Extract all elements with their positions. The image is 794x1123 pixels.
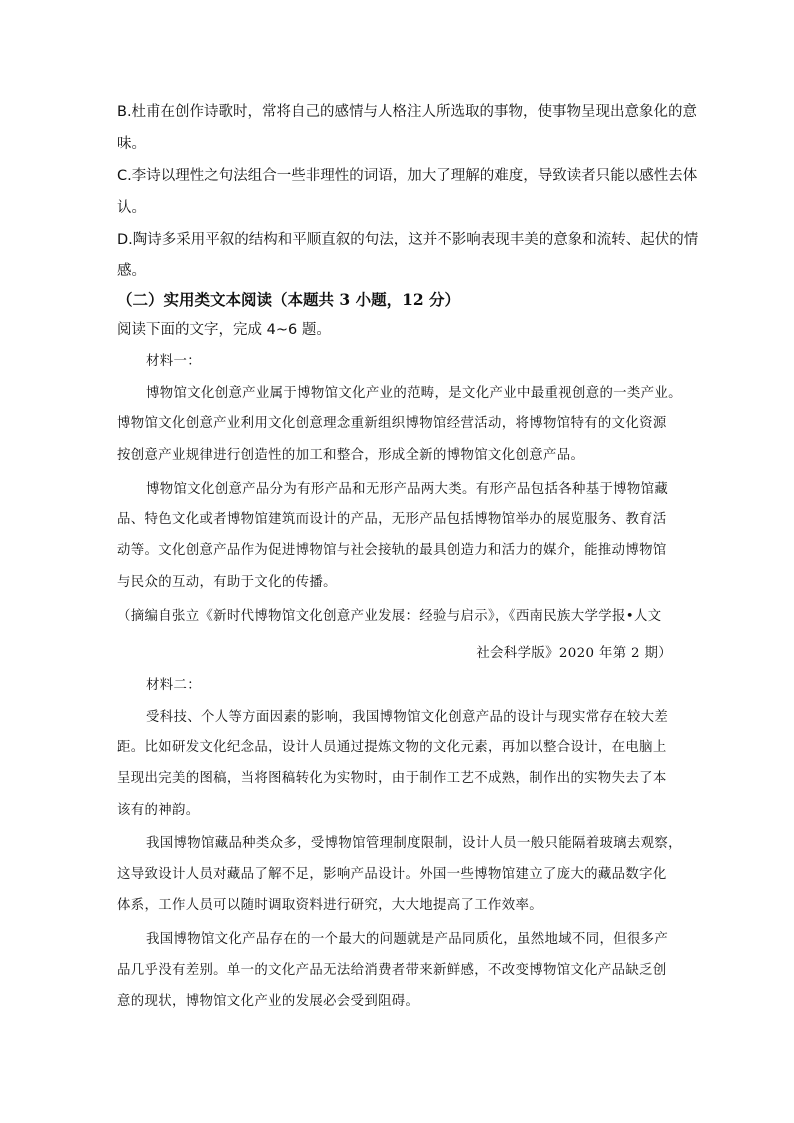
material2-line: 该有的神韵。 bbox=[117, 803, 200, 818]
option-b-line-1: B.杜甫在创作诗歌时，常将自己的感情与人格注人所选取的事物，使事物呈现出意象化的意 bbox=[117, 104, 698, 120]
option-b-line-2: 味。 bbox=[117, 136, 146, 152]
material1-line: 品、特色文化或者博物馆建筑而设计的产品，无形产品包括博物馆举办的展览服务、教育活 bbox=[117, 512, 667, 527]
material1-line: 按创意产业规律进行创造性的加工和整合，形成全新的博物馆文化创意产品。 bbox=[117, 448, 585, 463]
material2-line: 意的现状，博物馆文化产业的发展必会受到阻碍。 bbox=[117, 994, 420, 1009]
material1-source-line-1: （摘编自张立《新时代博物馆文化创意产业发展：经验与启示》，《西南民族大学学报•人文 bbox=[117, 609, 662, 624]
material1-line: 博物馆文化创意产业利用文化创意理念重新组织博物馆经营活动，将博物馆特有的文化资源 bbox=[117, 416, 667, 431]
material1-line: 博物馆文化创意产业属于博物馆文化产业的范畴，是文化产业中最重视创意的一类产业。 bbox=[146, 386, 682, 401]
material1-line: 动等。文化创意产品作为促进博物馆与社会接轨的最具创造力和活力的媒介，能推动博物馆 bbox=[117, 543, 667, 558]
material2-line: 我国博物馆文化产品存在的一个最大的问题就是产品同质化，虽然地域不同，但很多产 bbox=[146, 932, 669, 947]
option-d-line-2: 感。 bbox=[117, 263, 146, 279]
material2-line: 体系，工作人员可以随时调取资料进行研究，大大地提高了工作效率。 bbox=[117, 898, 543, 913]
material2-line: 我国博物馆藏品种类众多，受博物馆管理制度限制，设计人员一般只能隔着玻璃去观察， bbox=[146, 836, 682, 851]
material2-line: 受科技、个人等方面因素的影响，我国博物馆文化创意产品的设计与现实常存在较大差 bbox=[146, 710, 669, 725]
material2-line: 呈现出完美的图稿，当将图稿转化为实物时，由于制作工艺不成熟，制作出的实物失去了本 bbox=[117, 771, 667, 786]
material2-line: 这导致设计人员对藏品了解不足，影响产品设计。外国一些博物馆建立了庞大的藏品数字化 bbox=[117, 867, 667, 882]
option-c-line-2: 认。 bbox=[117, 200, 146, 216]
option-c-line-1: C.李诗以理性之句法组合一些非理性的词语，加大了理解的难度，导致读者只能以感性去体 bbox=[117, 168, 698, 184]
material1-line: 博物馆文化创意产品分为有形产品和无形产品两大类。有形产品包括各种基于博物馆藏 bbox=[146, 482, 669, 497]
material2-line: 品几乎没有差别。单一的文化产品无法给消费者带来新鲜感，不改变博物馆文化产品缺乏创 bbox=[117, 963, 667, 978]
section-title: （二）实用类文本阅读（本题共 3 小题，12 分） bbox=[117, 290, 461, 309]
section-instruction: 阅读下面的文字，完成 4~6 题。 bbox=[117, 322, 331, 338]
material2-line: 距。比如研发文化纪念品，设计人员通过提炼文物的文化元素，再加以整合设计，在电脑上 bbox=[117, 740, 667, 755]
material1-line: 与民众的互动，有助于文化的传播。 bbox=[117, 575, 337, 590]
material2-label: 材料二： bbox=[146, 678, 201, 693]
option-d-line-1: D.陶诗多采用平叙的结构和平顺直叙的句法，这并不影响表现丰美的意象和流转、起伏的情 bbox=[117, 232, 699, 248]
material1-source-line-2: 社会科学版》2020 年第 2 期） bbox=[476, 646, 672, 661]
material1-label: 材料一： bbox=[146, 354, 201, 369]
